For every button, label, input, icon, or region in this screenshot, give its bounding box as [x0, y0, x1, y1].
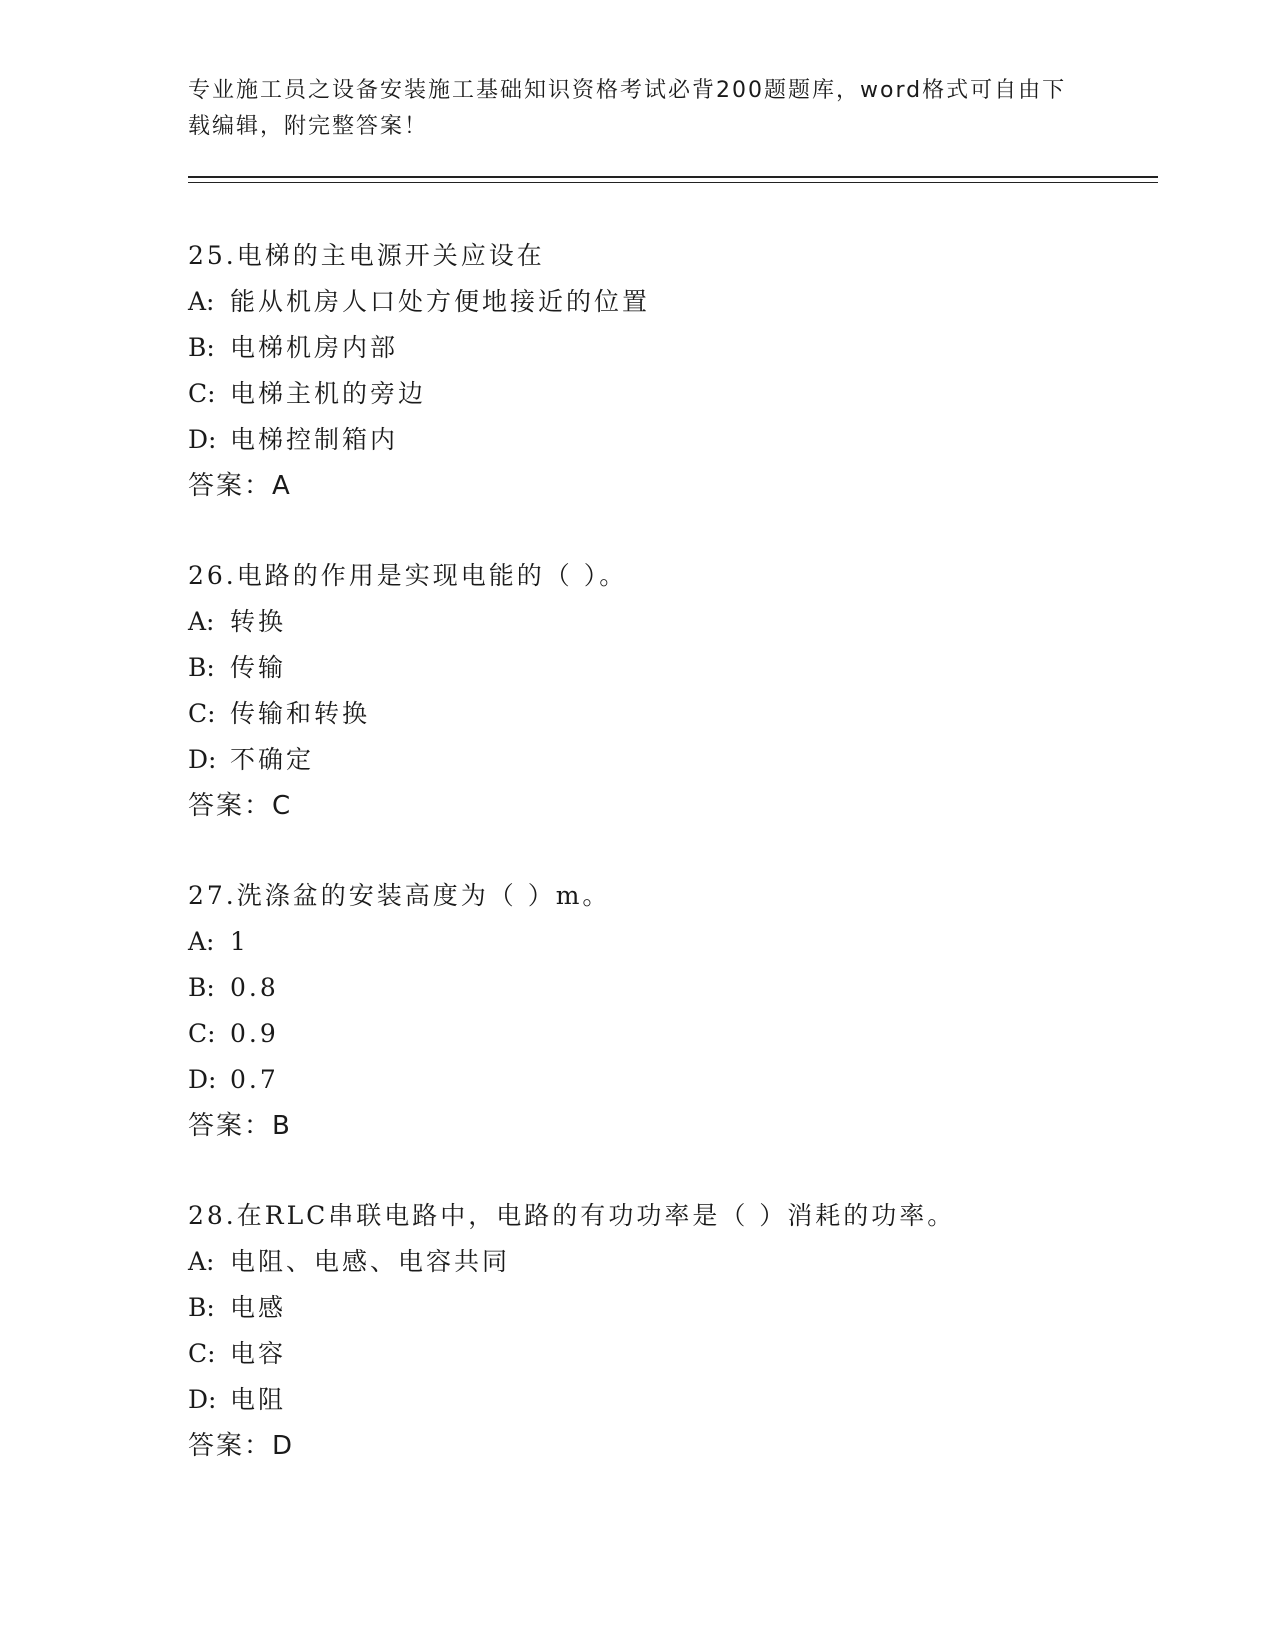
question-stem: 25.电梯的主电源开关应设在 — [188, 241, 545, 270]
answer-label: 答案： — [188, 1111, 273, 1141]
option-key: C: — [188, 379, 216, 408]
option-text: 电阻 — [230, 1385, 287, 1414]
option-key: B: — [188, 653, 215, 682]
question-stem: 28.在RLC串联电路中，电路的有功功率是（ ）消耗的功率。 — [188, 1201, 956, 1230]
option-text: 电感 — [230, 1293, 287, 1322]
option-key: A: — [188, 607, 215, 636]
answer-label: 答案： — [188, 1431, 273, 1461]
answer-line — [188, 1423, 1148, 1469]
option-c — [188, 691, 1148, 737]
option-text: 不确定 — [230, 745, 315, 774]
option-b — [188, 1285, 1148, 1331]
option-text: 0.9 — [230, 1019, 279, 1048]
option-text: 能从机房人口处方便地接近的位置 — [230, 287, 651, 316]
option-key: C: — [188, 1339, 216, 1368]
option-b — [188, 965, 1148, 1011]
option-text: 电梯控制箱内 — [230, 425, 399, 454]
option-key: D: — [188, 745, 217, 774]
question-block — [188, 873, 1148, 1149]
answer-label: 答案： — [188, 471, 273, 501]
option-a — [188, 1239, 1148, 1285]
answer-line — [188, 783, 1148, 829]
answer-label: 答案： — [188, 791, 273, 821]
question-block — [188, 1193, 1148, 1469]
option-key: D: — [188, 1385, 217, 1414]
option-a — [188, 279, 1148, 325]
option-text: 电梯主机的旁边 — [230, 379, 427, 408]
option-key: D: — [188, 425, 217, 454]
option-d — [188, 1377, 1148, 1423]
option-key: A: — [188, 927, 215, 956]
answer-line — [188, 1103, 1148, 1149]
option-b — [188, 645, 1148, 691]
option-d — [188, 737, 1148, 783]
option-key: A: — [188, 287, 215, 316]
question-block — [188, 233, 1148, 509]
header-divider-thin — [188, 182, 1158, 183]
option-key: C: — [188, 699, 216, 728]
option-text: 传输和转换 — [230, 699, 371, 728]
document-header: 专业施工员之设备安装施工基础知识资格考试必背200题题库，word格式可自由下载编辑，附完整答案！ — [188, 78, 1067, 139]
question-stem: 27.洗涤盆的安装高度为（ ）m。 — [188, 881, 611, 910]
question-block — [188, 553, 1148, 829]
header-divider-thick — [188, 176, 1158, 178]
answer-value: B — [272, 1111, 292, 1141]
answer-line — [188, 463, 1148, 509]
option-c — [188, 371, 1148, 417]
option-text: 0.7 — [230, 1065, 279, 1094]
option-text: 0.8 — [230, 973, 279, 1002]
option-d — [188, 417, 1148, 463]
option-a — [188, 919, 1148, 965]
option-c — [188, 1331, 1148, 1377]
option-key: B: — [188, 973, 215, 1002]
option-b — [188, 325, 1148, 371]
option-a — [188, 599, 1148, 645]
option-key: D: — [188, 1065, 217, 1094]
option-d — [188, 1057, 1148, 1103]
option-text: 传输 — [230, 653, 287, 682]
option-key: B: — [188, 1293, 215, 1322]
option-key: C: — [188, 1019, 216, 1048]
answer-value: D — [272, 1431, 295, 1461]
answer-value: C — [272, 791, 293, 821]
option-text: 转换 — [230, 607, 287, 636]
option-key: A: — [188, 1247, 215, 1276]
option-text: 电阻、电感、电容共同 — [230, 1247, 511, 1276]
option-key: B: — [188, 333, 215, 362]
option-text: 1 — [230, 927, 249, 956]
option-c — [188, 1011, 1148, 1057]
option-text: 电梯机房内部 — [230, 333, 399, 362]
option-text: 电容 — [230, 1339, 287, 1368]
answer-value: A — [272, 471, 292, 501]
question-stem: 26.电路的作用是实现电能的（ ）。 — [188, 561, 628, 590]
